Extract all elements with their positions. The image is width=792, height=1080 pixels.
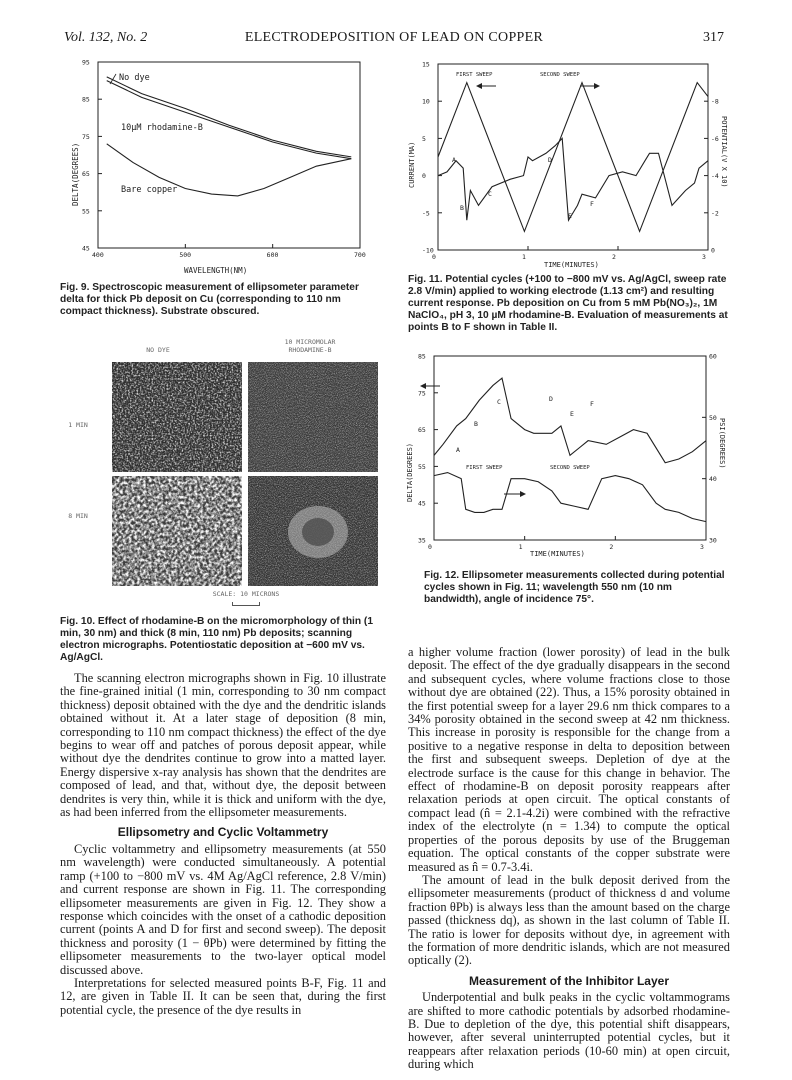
fig9-caption: Fig. 9. Spectroscopic measurement of ellipsometer parameter delta for thick Pb deposit on Cu (corresponding to 110 nm compact thickness). Substrate obscured. <box>60 282 359 317</box>
y2-tick-label: 50 <box>709 413 717 422</box>
x-tick-label: 1 <box>518 543 523 551</box>
fig11-chart <box>404 58 728 272</box>
left-paragraph-1: The scanning electron micrographs shown in Fig. 10 illustrate the fine-grained initial (1 min, corresponding to 30 nm compact thickness) deposit obtained with the dye and the dendritic islands obtained without it. At a later stage of deposition (8 min, corresponding to 110 nm compact thickness) the effect of the dye begins to wear off and patches of porous deposit appear, while without dye the dendrites continue to grow into a matted layer. Energy dispersive x-ray analysis has shown that the dendrites are composed of lead, and that, without dye, the deposit between dendrites is very thin, while it is thick and uniform with the dye, as had been inferred from the ellipsometer measurements. <box>60 671 386 820</box>
y2-tick-label: 60 <box>709 352 717 361</box>
fig12-point-A: A <box>456 446 460 454</box>
y-tick-label: 75 <box>418 389 426 398</box>
fig10-row-label-8min: 8 MIN <box>68 512 88 520</box>
sem-nodye-8min <box>112 476 242 586</box>
x-tick-label: 700 <box>354 251 366 259</box>
fig9-anno-nodye: No dye <box>119 73 150 83</box>
y2-tick-label: 0 <box>711 246 715 255</box>
fig9-chart <box>64 56 374 278</box>
fig12-point-D: D <box>549 395 553 403</box>
right-column <box>408 646 730 1072</box>
fig12-sweep-label-1: FIRST SWEEP <box>466 465 503 471</box>
fig10-col-label-rhodamine: 10 MICROMOLAR RHODAMINE-B <box>284 338 336 354</box>
series-line-0 <box>107 77 352 157</box>
y-tick-label: 0 <box>422 172 426 181</box>
y-tick-label: 65 <box>418 426 426 435</box>
sem-nodye-1min <box>112 362 242 472</box>
y-tick-label: 45 <box>418 499 426 508</box>
y-tick-label: 35 <box>418 536 426 545</box>
y-tick-label: 5 <box>422 134 426 143</box>
fig12-xlabel: TIME(MINUTES) <box>530 550 585 558</box>
x-tick-label: 3 <box>700 543 704 551</box>
fig10-scale-label: SCALE: 10 MICRONS <box>212 590 280 598</box>
series-line-1 <box>438 138 708 220</box>
y-tick-label: -5 <box>422 209 430 218</box>
series-line-1 <box>107 81 352 159</box>
fig12-point-F: F <box>590 400 594 408</box>
fig10-scale-bar <box>232 602 260 606</box>
y2-tick-label: -8 <box>711 97 719 106</box>
x-tick-label: 2 <box>609 543 614 551</box>
left-paragraph-2: Cyclic voltammetry and ellipsometry measurements (at 550 nm wavelength) were conducted simultaneously. A potential ramp (+100 to −800 mV vs. 4M Ag/AgCl reference, 2.8 V/min) and current response are shown in Fig. 11. The corresponding ellipsometer measurements are given in Fig. 12. They show a response which coincides with the onset of a cathodic deposition current (points A and D for first and second sweep). The deposit thickness and porosity (1 − θPb) were determined by fitting the ellipsometer measurements to the two-layer optical model discussed above. <box>60 841 386 977</box>
y-tick-label: 75 <box>82 132 90 141</box>
y2-tick-label: -6 <box>711 134 719 143</box>
fig12-chart <box>400 352 724 560</box>
fig11-ylabel-left: CURRENT(MA) <box>408 141 416 188</box>
y-tick-label: 10 <box>422 97 430 106</box>
fig12-sweep-label-2: SECOND SWEEP <box>550 465 590 471</box>
y-tick-label: 45 <box>82 244 90 253</box>
y-tick-label: 85 <box>418 352 426 361</box>
fig9-ylabel: DELTA(DEGREES) <box>71 142 80 206</box>
fig11-point-F: F <box>590 200 594 208</box>
fig12-point-B: B <box>474 420 478 428</box>
x-tick-label: 600 <box>266 251 279 259</box>
series-line-0 <box>438 83 708 232</box>
fig9-anno-bare-copper: Bare copper <box>121 185 178 195</box>
running-title: ELECTRODEPOSITION OF LEAD ON COPPER <box>244 30 544 45</box>
y-tick-label: 65 <box>82 170 90 179</box>
y-tick-label: 15 <box>422 60 430 69</box>
fig10-col-label-nodye: NO DYE <box>146 346 170 354</box>
fig11-point-B: B <box>460 204 464 212</box>
x-tick-label: 400 <box>92 251 104 259</box>
x-tick-label: 500 <box>179 251 192 259</box>
fig11-arrow-left <box>476 83 496 89</box>
fig9-xlabel: WAVELENGTH(NM) <box>184 266 248 275</box>
fig10-micrographs <box>112 362 378 586</box>
fig11-point-E: E <box>568 212 572 220</box>
fig11-sweep-label-2: SECOND SWEEP <box>540 72 580 78</box>
fig11-point-A: A <box>452 156 456 164</box>
fig11-frame <box>438 64 708 250</box>
volume-label: Vol. 132, No. 2 <box>64 30 148 45</box>
y-tick-label: 85 <box>82 95 90 104</box>
y-tick-label: 95 <box>82 58 90 67</box>
left-column <box>60 672 386 1017</box>
fig10-caption: Fig. 10. Effect of rhodamine-B on the micromorphology of thin (1 min, 30 nm) and thick (8 min, 110 nm) Pb deposits; scanning electron micrographs. Potentiostatic deposition at −600 mV vs. Ag/AgCl. <box>60 616 373 663</box>
fig11-point-C: C <box>488 190 492 198</box>
y2-tick-label: -2 <box>711 209 719 218</box>
sem-rhodamine-8min <box>248 476 378 586</box>
series-line-1 <box>434 473 706 522</box>
x-tick-label: 0 <box>428 543 432 551</box>
section-heading-inhibitor: Measurement of the Inhibitor Layer <box>468 973 670 988</box>
section-heading-ellipsometry: Ellipsometry and Cyclic Voltammetry <box>117 825 329 840</box>
fig11-caption: Fig. 11. Potential cycles (+100 to −800 mV vs. Ag/AgCl, sweep rate 2.8 V/min) applied to working electrode (1.13 cm²) and resulting current response. Pb deposition on Cu from 5 mM Pb(NO₃)₂, 1M NaClO₄, pH 3, 10 µM rhodamine-B. Evaluation of measurements at points B to F shown in Table II. <box>408 274 728 333</box>
running-header <box>64 30 724 50</box>
y-tick-label: 55 <box>82 207 90 216</box>
fig12-arrow-left <box>420 383 440 389</box>
fig12-point-C: C <box>497 398 501 406</box>
y2-tick-label: 30 <box>709 536 717 545</box>
fig11-sweep-label-1: FIRST SWEEP <box>456 72 493 78</box>
x-tick-label: 1 <box>522 253 526 261</box>
x-tick-label: 2 <box>612 253 616 261</box>
x-tick-label: 3 <box>702 253 706 261</box>
y2-tick-label: 40 <box>709 475 717 484</box>
right-paragraph-1: a higher volume fraction (lower porosity) of lead in the bulk deposit. The effect of the dye gradually disappears in the second and subsequent cycles, where volume fractions close to those without dye are obtained (22). Thus, a 15% porosity obtained in the first potential sweep for a layer 29.6 nm thick compares to a 34% porosity obtained in the second sweep at 42 nm thickness. This increase in porosity is responsible for the change from a positive to a negative response in delta to deposition between the first and subsequent sweeps. Depletion of dye at the electrode surface is the cause for this change in behavior. The effect of rhodamine-B on deposit porosity reappears after relaxation periods at open circuit. The optical constants of compact lead (n̂ = 2.1-4.2i) were combined with the refractive index of the electrolyte (n = 1.34) to compute the optical properties of the porous deposits by use of the Bruggeman equation. The optical constants of the copper substrate were measured as n̂ = 0.7-3.4i. <box>408 645 730 874</box>
x-tick-label: 0 <box>432 253 436 261</box>
fig11-point-D: D <box>548 156 552 164</box>
fig10-row-label-1min: 1 MIN <box>68 421 88 429</box>
fig12-point-E: E <box>570 410 574 418</box>
fig12-ylabel-left: DELTA(DEGREES) <box>406 442 414 502</box>
left-paragraph-3: Interpretations for selected measured points B-F, Fig. 11 and 12, are given in Table II. It can be seen that, during the first potential cycle, the presence of the dye results in <box>60 975 386 1017</box>
fig9-frame <box>98 62 360 248</box>
y-tick-label: -10 <box>422 246 434 255</box>
y2-tick-label: -4 <box>711 172 719 181</box>
fig9-anno-rhodamine: 10µM rhodamine-B <box>121 123 203 133</box>
sem-rhodamine-1min <box>248 362 378 472</box>
fig11-xlabel: TIME(MINUTES) <box>544 261 599 269</box>
y-tick-label: 55 <box>418 462 426 471</box>
fig12-caption: Fig. 12. Ellipsometer measurements collected during potential cycles shown in Fig. 11; wavelength 550 nm (10 nm bandwidth), angle of incidence 75°. <box>424 570 725 605</box>
page-number: 317 <box>703 30 724 45</box>
fig11-ylabel-right: POTENTIAL(V X 10) <box>720 116 728 188</box>
fig12-ylabel-right: PSI(DEGREES) <box>718 418 726 469</box>
right-paragraph-3: Underpotential and bulk peaks in the cyclic voltammograms are shifted to more cathodic potentials by adsorbed rhodamine-B. Due to depletion of the dye, this potential shift disappears, however, after several uninterrupted potential cycles, but it reappears after relaxation periods (10-60 min) at open circuit, during which <box>408 990 730 1072</box>
right-paragraph-2: The amount of lead in the bulk deposit derived from the ellipsometer measurements (product of thickness d and volume fraction θPb) is always less than the amount based on the charge passed (thickness dq), as shown in the last column of Table II. The ratio is lower for deposits without dye, in agreement with the formation of more dendritic islands, which are not measured optically (2). <box>408 872 730 968</box>
